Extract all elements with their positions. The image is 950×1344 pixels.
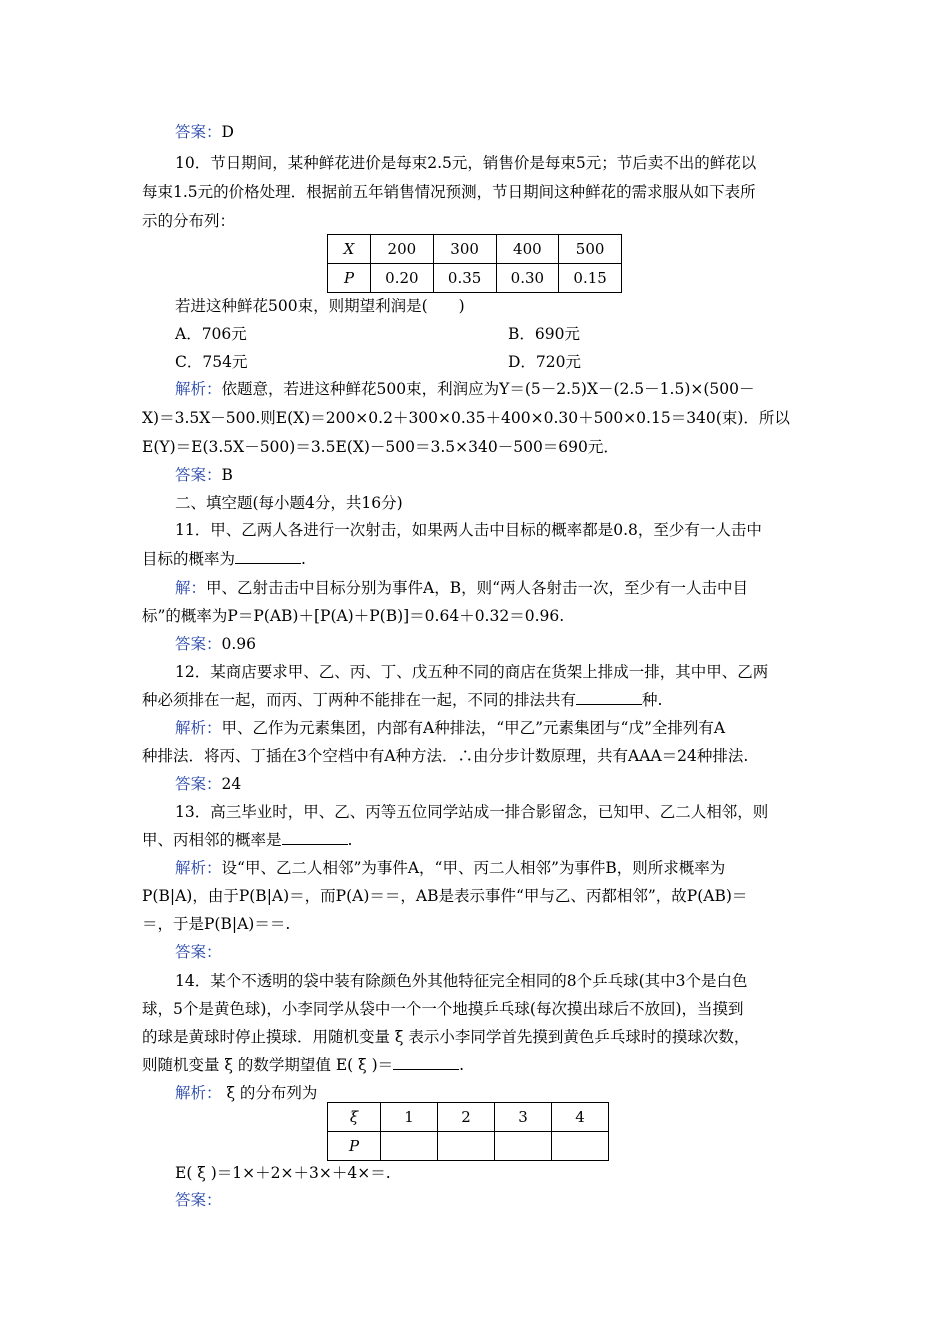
q11-stem-text: 目标的概率为 xyxy=(142,550,236,568)
table-cell: 4 xyxy=(552,1103,609,1132)
q12-stem-tail: 种. xyxy=(642,691,663,709)
table-row xyxy=(328,235,622,264)
table-cell: 0.15 xyxy=(559,264,622,293)
answer-label: 答案： xyxy=(175,1191,222,1209)
q14-distribution-table xyxy=(327,1102,609,1161)
answer-blank xyxy=(282,830,348,845)
table-cell xyxy=(381,1132,438,1161)
q14-stem-line3: 的球是黄球时停止摸球．用随机变量 ξ 表示小李同学首先摸到黄色乒乓球时的摸球次数， xyxy=(142,1028,750,1046)
q14-stem-line1: 14．某个不透明的袋中装有除颜色外其他特征完全相同的8个乒乓球(其中3个是白色 xyxy=(175,972,748,990)
q14-stem-line2: 球，5个是黄色球)，小李同学从袋中一个一个地摸乒乓球(每次摸出球后不放回)，当摸到 xyxy=(142,1000,744,1018)
answer-label: 答案： xyxy=(175,123,222,141)
q11-stem-line2: 目标的概率为 . xyxy=(142,550,306,568)
q13-sol1: 设“甲、乙二人相邻”为事件A，“甲、丙二人相邻”为事件B，则所求概率为 xyxy=(221,859,726,877)
q12-solution-line1 xyxy=(175,718,725,738)
table-cell: 0.30 xyxy=(496,264,559,293)
answer-blank xyxy=(576,690,642,705)
solution-label: 解： xyxy=(175,579,207,597)
table-row xyxy=(328,1103,609,1132)
answer-label: 答案： xyxy=(175,635,222,653)
q10-option-c: C．754元 xyxy=(175,353,248,371)
q10-answer-line xyxy=(175,465,233,485)
answer-label: 答案： xyxy=(175,943,222,961)
table-cell: 500 xyxy=(559,235,622,264)
q10-option-b: B．690元 xyxy=(508,325,580,343)
table-cell: 400 xyxy=(496,235,559,264)
q13-stem-line1: 13．高三毕业时，甲、乙、丙等五位同学站成一排合影留念，已知甲、乙二人相邻，则 xyxy=(175,803,769,821)
q13-stem-text: 甲、丙相邻的概率是 xyxy=(142,831,282,849)
table-cell: 0.35 xyxy=(433,264,496,293)
q10-option-a: A．706元 xyxy=(175,325,247,343)
q13-stem-line2: 甲、丙相邻的概率是 . xyxy=(142,831,353,849)
table-cell: 1 xyxy=(381,1103,438,1132)
table-head-cell: X xyxy=(328,235,371,264)
q12-stem-text: 种必须排在一起，而丙、丁两种不能排在一起，不同的排法共有 xyxy=(142,691,577,709)
table-cell: 3 xyxy=(495,1103,552,1132)
q10-stem-line1: 10．节日期间，某种鲜花进价是每束2.5元，销售价是每束5元；节后卖不出的鲜花以 xyxy=(175,154,757,172)
q10-question: 若进这种鲜花500束，则期望利润是( ) xyxy=(175,297,465,315)
q12-answer-line xyxy=(175,774,241,794)
solution-label: 解析： xyxy=(175,380,222,398)
q9-answer-line xyxy=(175,122,234,142)
table-cell xyxy=(552,1132,609,1161)
solution-label: 解析： xyxy=(175,859,222,877)
q13-solution-line3: ＝，于是P(B|A)＝＝. xyxy=(142,915,291,933)
q12-answer: 24 xyxy=(221,775,242,793)
table-cell: 300 xyxy=(433,235,496,264)
table-cell: 200 xyxy=(371,235,434,264)
table-head-cell: P xyxy=(328,264,371,293)
table-row xyxy=(328,264,622,293)
q14-sol1: ξ 的分布列为 xyxy=(221,1084,318,1102)
q12-solution-line2: 种排法．将丙、丁插在3个空档中有A种方法．∴由分步计数原理，共有AAA＝24种排法. xyxy=(142,747,749,765)
q12-stem-line1: 12．某商店要求甲、乙、丙、丁、戊五种不同的商店在货架上排成一排，其中甲、乙两 xyxy=(175,663,769,681)
q14-solution-line1 xyxy=(175,1083,317,1103)
q12-sol1: 甲、乙作为元素集团，内部有A种排法，“甲乙”元素集团与“戊”全排列有A xyxy=(221,719,726,737)
q10-solution-line2: X)＝3.5X－500.则E(X)＝200×0.2＋300×0.35＋400×0.30＋500×0.15＝340(束)．所以 xyxy=(142,409,790,427)
solution-label: 解析： xyxy=(175,1084,222,1102)
q11-answer-line xyxy=(175,634,256,654)
table-cell xyxy=(495,1132,552,1161)
q13-answer-line xyxy=(175,942,222,962)
q10-answer: B xyxy=(221,466,233,484)
table-cell: 0.20 xyxy=(371,264,434,293)
q14-stem-text: 则随机变量 ξ 的数学期望值 E( ξ )＝ xyxy=(142,1056,394,1074)
q11-sol1: 甲、乙射击击中目标分别为事件A，B，则“两人各射击一次，至少有一人击中目 xyxy=(206,579,749,597)
table-cell xyxy=(438,1132,495,1161)
answer-label: 答案： xyxy=(175,466,222,484)
q10-solution-line1 xyxy=(175,379,755,399)
q10-distribution-table xyxy=(327,234,622,293)
answer-label: 答案： xyxy=(175,775,222,793)
q11-solution-line1 xyxy=(175,578,748,598)
q10-stem-line3: 示的分布列： xyxy=(142,212,236,230)
answer-blank xyxy=(393,1055,459,1070)
q11-answer: 0.96 xyxy=(221,635,257,653)
section-heading: 二、填空题(每小题4分，共16分) xyxy=(175,494,403,512)
table-head-cell: P xyxy=(328,1132,381,1161)
q10-sol1: 依题意，若进这种鲜花500束，利润应为Y＝(5－2.5)X－(2.5－1.5)×(500－ xyxy=(221,380,755,398)
q10-option-d: D．720元 xyxy=(508,353,582,371)
q10-stem-line2: 每束1.5元的价格处理．根据前五年销售情况预测，节日期间这种鲜花的需求服从如下表所 xyxy=(142,183,756,201)
q13-solution-line1 xyxy=(175,858,725,878)
q10-solution-line3: E(Y)＝E(3.5X－500)＝3.5E(X)－500＝3.5×340－500＝690元． xyxy=(142,438,619,456)
answer-blank xyxy=(235,549,301,564)
table-head-cell: ξ xyxy=(328,1103,381,1132)
q11-solution-line2: 标”的概率为P＝P(AB)＋[P(A)＋P(B)]＝0.64＋0.32＝0.96. xyxy=(142,607,565,625)
q14-answer-line xyxy=(175,1190,222,1210)
q13-solution-line2: P(B|A)，由于P(B|A)＝，而P(A)＝＝，AB是表示事件“甲与乙、丙都相邻”，故P(AB)＝ xyxy=(142,887,748,905)
q9-answer: D xyxy=(221,123,234,141)
q11-stem-line1: 11．甲、乙两人各进行一次射击，如果两人击中目标的概率都是0.8，至少有一人击中 xyxy=(175,521,762,539)
q14-expectation: E( ξ )＝1×＋2×＋3×＋4×＝. xyxy=(175,1164,391,1182)
table-cell: 2 xyxy=(438,1103,495,1132)
table-row xyxy=(328,1132,609,1161)
q12-stem-line2 xyxy=(142,690,662,710)
solution-label: 解析： xyxy=(175,719,222,737)
q14-stem-line4: 则随机变量 ξ 的数学期望值 E( ξ )＝ . xyxy=(142,1056,465,1074)
